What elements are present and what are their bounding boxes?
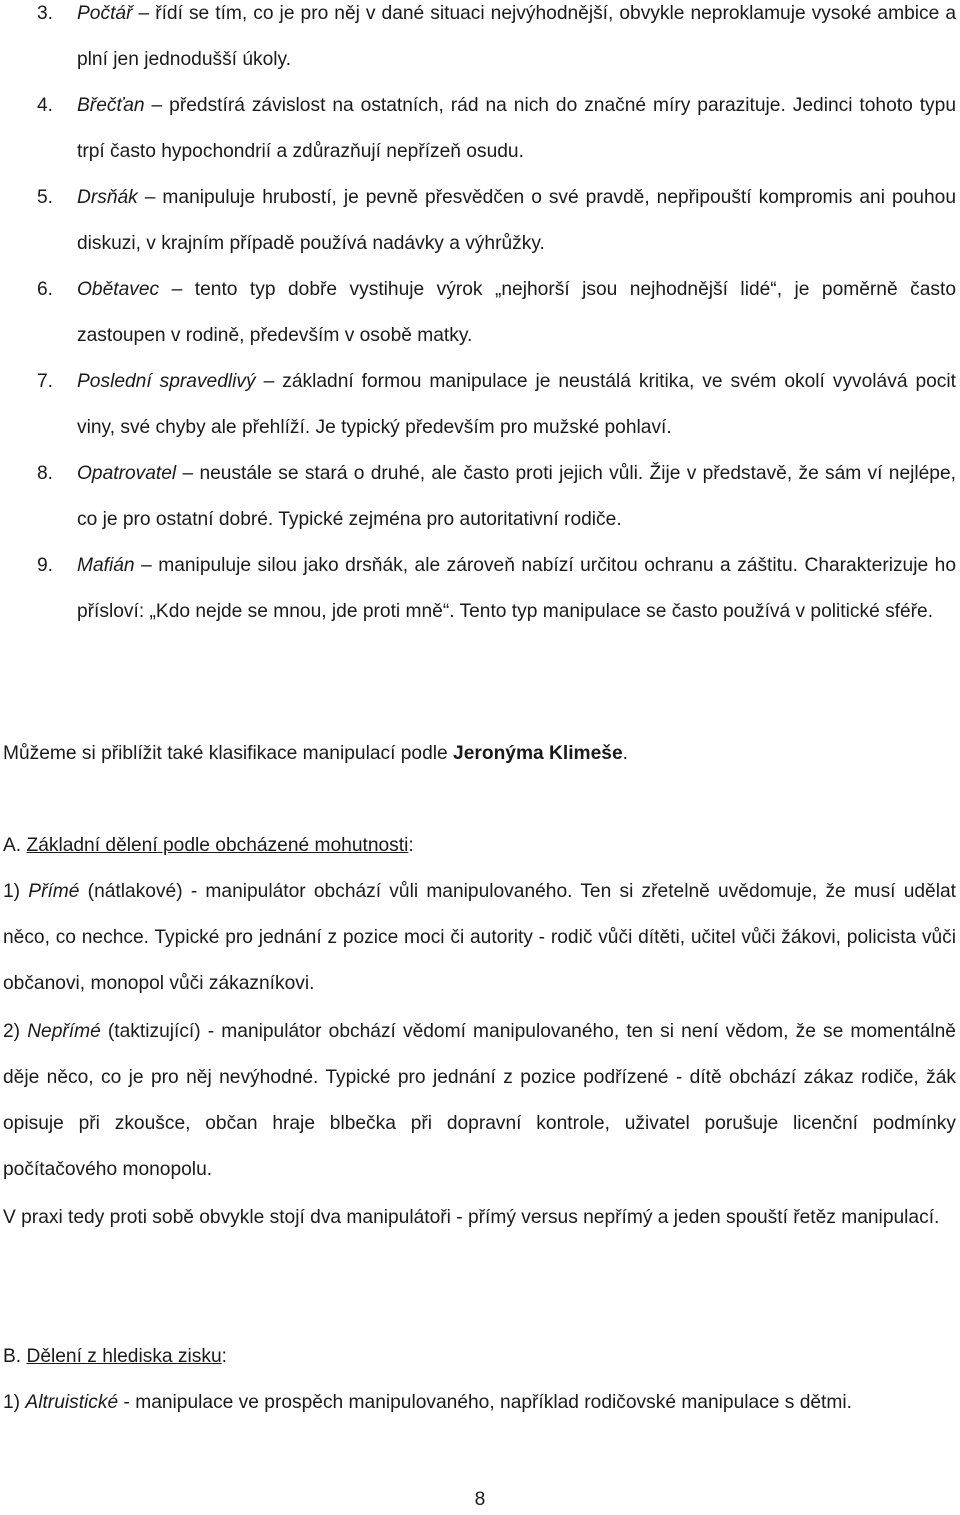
intro-paragraph [3, 731, 956, 777]
item-number: 3. [37, 3, 54, 24]
section-a-heading [3, 823, 956, 869]
type-description: – neustále se stará o druhé, ale často proti jejich vůli. Žije v představě, že sám ví nejlépe, co je pro ostatní dobré. Typické zejména pro autoritativní rodiče. [77, 463, 956, 530]
paragraph-text: (nátlakové) - manipulátor obchází vůli manipulovaného. Ten si zřetelně uvědomuje, že musí udělat něco, co nechce. Typické pro jednání z pozice moci či autority - rodič vůči dítěti, učitel vůči žákovi, policista vůči občanovi, monopol vůči zákazníkovi. [3, 881, 956, 994]
section-a-paragraph-indirect [3, 1009, 956, 1193]
item-number: 9. [37, 555, 54, 576]
section-letter: B. [3, 1346, 27, 1367]
section-letter: A. [3, 835, 27, 856]
paragraph-text: - manipulace ve prospěch manipulovaného, například rodičovské manipulace s dětmi. [118, 1392, 852, 1413]
section-b-paragraph-altruistic [3, 1380, 956, 1426]
list-item [0, 83, 956, 175]
type-description: – manipuluje silou jako drsňák, ale zároveň nabízí určitou ochranu a záštitu. Charakterizuje ho přísloví: „Kdo nejde se mnou, jde proti mně“. Tento typ manipulace se často používá v politické sféře. [77, 555, 956, 622]
paragraph-number: 2) [3, 1021, 28, 1042]
paragraph-text: (taktizující) - manipulátor obchází vědomí manipulovaného, ten si není vědom, že se momentálně děje něco, co je pro něj nevýhodné. Typické pro jednání z pozice podřízené - dítě obchází zákaz rodiče, žák opisuje při zkoušce, občan hraje blbečka při dopravní kontrole, uživatel porušuje licenční podmínky počítačového monopolu. [3, 1021, 956, 1180]
section-colon: : [408, 835, 414, 856]
type-name: Drsňák [77, 187, 138, 208]
intro-end: . [622, 743, 628, 764]
section-title: Základní dělení podle obcházené mohutnosti [26, 835, 409, 856]
author-name: Jeronýma Klimeše [453, 743, 623, 764]
list-item [0, 175, 956, 267]
type-name: Počtář [77, 3, 133, 24]
section-b-heading [3, 1334, 956, 1380]
manipulation-term: Přímé [28, 881, 80, 902]
type-name: Obětavec [77, 279, 160, 300]
item-number: 4. [37, 95, 54, 116]
item-number: 7. [37, 371, 54, 392]
type-name: Mafián [77, 555, 135, 576]
paragraph-number: 1) [3, 881, 29, 902]
list-item [0, 451, 956, 543]
section-a-paragraph-practice: V praxi tedy proti sobě obvykle stojí dva manipulátoři - přímý versus nepřímý a jeden spouští řetěz manipulací. [3, 1207, 940, 1228]
type-name: Poslední spravedlivý [77, 371, 256, 392]
type-name: Opatrovatel [77, 463, 177, 484]
type-description: – manipuluje hrubostí, je pevně přesvědčen o své pravdě, nepřipouští kompromis ani pouhou diskuzi, v krajním případě používá nadávky a výhrůžky. [77, 187, 956, 254]
item-number: 5. [37, 187, 54, 208]
list-item [0, 0, 956, 83]
paragraph-number: 1) [3, 1392, 26, 1413]
manipulation-term: Nepřímé [27, 1021, 101, 1042]
item-number: 8. [37, 463, 54, 484]
section-a-paragraph-direct [3, 869, 956, 1007]
list-item [0, 267, 956, 359]
section-title: Dělení z hlediska zisku [26, 1346, 222, 1367]
list-item [0, 543, 956, 635]
section-colon: : [221, 1346, 227, 1367]
manipulation-term: Altruistické [25, 1392, 119, 1413]
list-item [0, 359, 956, 451]
page-number: 8 [474, 1489, 486, 1510]
type-description: – tento typ dobře vystihuje výrok „nejhorší jsou nejhodnější lidé“, je poměrně často zastoupen v rodině, především v osobě matky. [77, 279, 956, 346]
type-name: Břečťan [77, 95, 145, 116]
intro-text: Můžeme si přiblížit také klasifikace manipulací podle [3, 743, 454, 764]
type-description: – základní formou manipulace je neustálá kritika, ve svém okolí vyvolává pocit viny, své chyby ale přehlíží. Je typický především pro mužské pohlaví. [77, 371, 956, 438]
type-description: – předstírá závislost na ostatních, rád na nich do značné míry parazituje. Jedinci tohoto typu trpí často hypochondrií a zdůrazňují nepřízeň osudu. [77, 95, 956, 162]
manipulator-types-list [0, 0, 956, 635]
type-description: – řídí se tím, co je pro něj v dané situaci nejvýhodnější, obvykle neproklamuje vysoké ambice a plní jen jednodušší úkoly. [77, 3, 956, 70]
item-number: 6. [37, 279, 54, 300]
